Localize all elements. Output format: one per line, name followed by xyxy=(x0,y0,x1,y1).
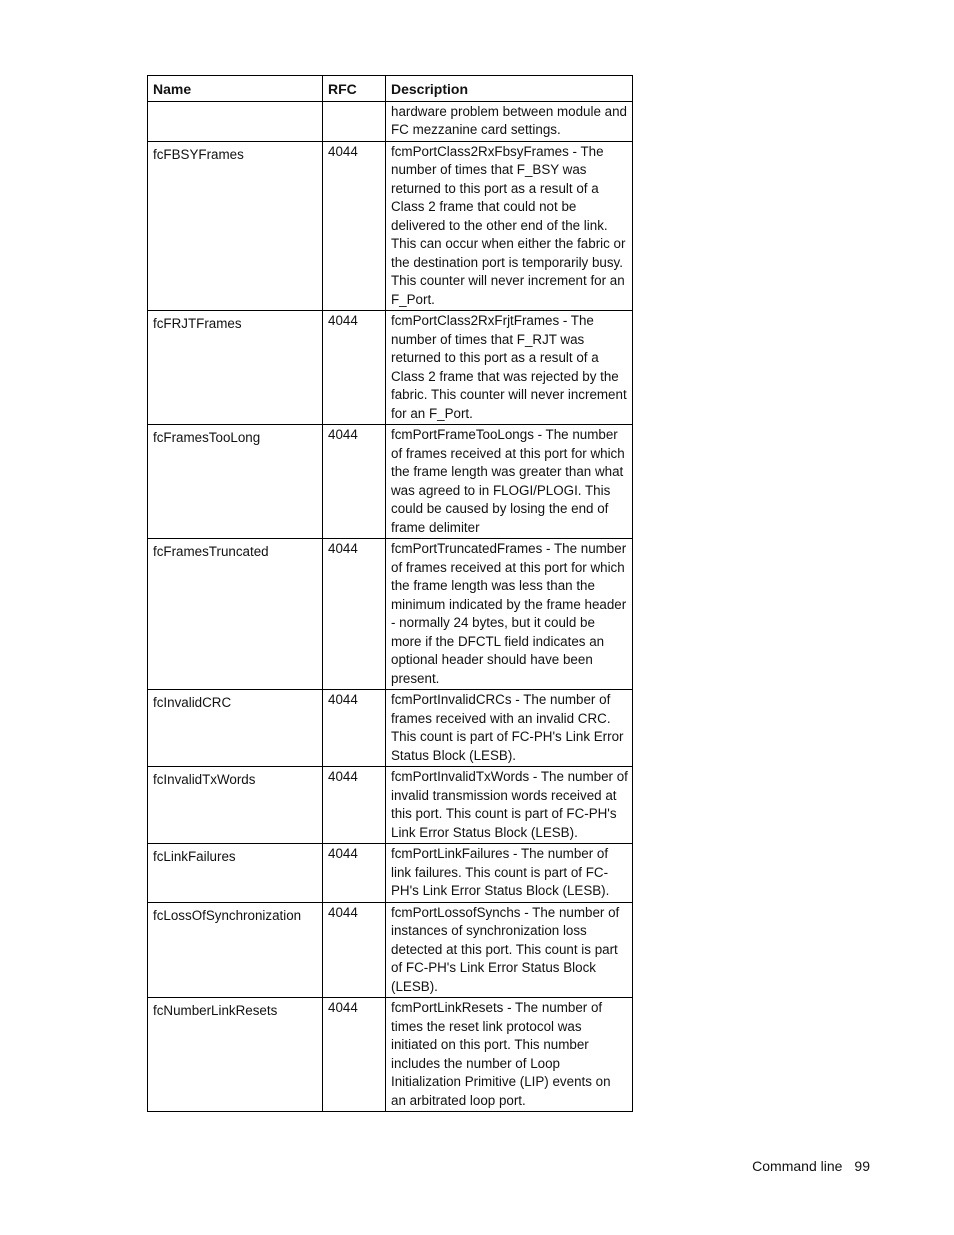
table-row xyxy=(148,101,633,141)
description-cell: fcmPortLinkResets - The number of times the reset link protocol was initiated on this port. This number includes the number of Loop Initialization Primitive (LIP) events on an arbitrated loop port. xyxy=(386,998,633,1112)
column-header-rfc: RFC xyxy=(323,76,386,102)
table-row xyxy=(148,902,633,998)
page-number: 99 xyxy=(854,1158,870,1174)
table-header-row xyxy=(148,76,633,102)
rfc-cell: 4044 xyxy=(323,902,386,998)
rfc-cell: 4044 xyxy=(323,844,386,903)
table-row xyxy=(148,311,633,425)
name-cell: fcFBSYFrames xyxy=(148,141,323,311)
table-row xyxy=(148,425,633,539)
description-cell: fcmPortInvalidCRCs - The number of frames received with an invalid CRC. This count is part of FC-PH's Link Error Status Block (LESB). xyxy=(386,690,633,767)
description-cell: fcmPortFrameTooLongs - The number of frames received at this port for which the frame length was greater than what was agreed to in FLOGI/PLOGI. This could be caused by losing the end of frame delimiter xyxy=(386,425,633,539)
description-cell: fcmPortTruncatedFrames - The number of frames received at this port for which the frame length was less than the minimum indicated by the frame header - normally 24 bytes, but it could be more if the DFCTL field indicates an optional header should have been present. xyxy=(386,539,633,690)
name-cell: fcFramesTruncated xyxy=(148,539,323,690)
rfc-cell: 4044 xyxy=(323,425,386,539)
table-row xyxy=(148,998,633,1112)
table-row xyxy=(148,690,633,767)
description-cell: fcmPortClass2RxFrjtFrames - The number of times that F_RJT was returned to this port as a result of a Class 2 frame that was rejected by the fabric. This counter will never increment for an F_Port. xyxy=(386,311,633,425)
page-footer xyxy=(752,1158,870,1174)
rfc-cell: 4044 xyxy=(323,998,386,1112)
description-cell: fcmPortLossofSynchs - The number of instances of synchronization loss detected at this port. This count is part of FC-PH's Link Error Status Block (LESB). xyxy=(386,902,633,998)
table-row xyxy=(148,539,633,690)
rfc-cell: 4044 xyxy=(323,690,386,767)
name-cell: fcFramesTooLong xyxy=(148,425,323,539)
rfc-cell: 4044 xyxy=(323,311,386,425)
description-cell: fcmPortLinkFailures - The number of link failures. This count is part of FC-PH's Link Error Status Block (LESB). xyxy=(386,844,633,903)
rfc-cell: 4044 xyxy=(323,141,386,311)
name-cell: fcLossOfSynchronization xyxy=(148,902,323,998)
table-row xyxy=(148,767,633,844)
description-cell: hardware problem between module and FC mezzanine card settings. xyxy=(386,101,633,141)
table-row xyxy=(148,141,633,311)
name-cell: fcInvalidTxWords xyxy=(148,767,323,844)
name-cell: fcNumberLinkResets xyxy=(148,998,323,1112)
rfc-cell: 4044 xyxy=(323,767,386,844)
rfc-cell xyxy=(323,101,386,141)
description-cell: fcmPortClass2RxFbsyFrames - The number of times that F_BSY was returned to this port as a result of a Class 2 frame that could not be delivered to the other end of the link. This can occur when either the fabric or the destination port is temporarily busy. This counter will never increment for an F_Port. xyxy=(386,141,633,311)
name-cell: fcFRJTFrames xyxy=(148,311,323,425)
column-header-description: Description xyxy=(386,76,633,102)
name-cell: fcInvalidCRC xyxy=(148,690,323,767)
name-cell xyxy=(148,101,323,141)
counter-table xyxy=(147,75,633,1112)
rfc-cell: 4044 xyxy=(323,539,386,690)
description-cell: fcmPortInvalidTxWords - The number of invalid transmission words received at this port. This count is part of FC-PH's Link Error Status Block (LESB). xyxy=(386,767,633,844)
name-cell: fcLinkFailures xyxy=(148,844,323,903)
table-row xyxy=(148,844,633,903)
footer-section-title: Command line xyxy=(752,1158,843,1174)
column-header-name: Name xyxy=(148,76,323,102)
